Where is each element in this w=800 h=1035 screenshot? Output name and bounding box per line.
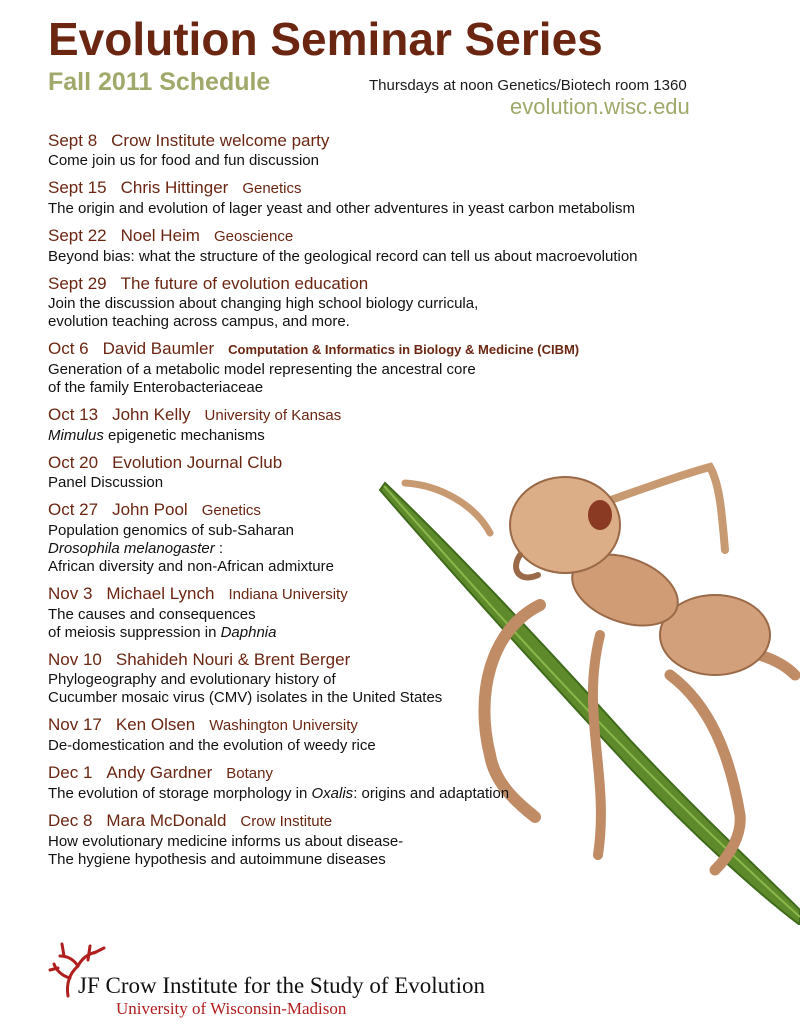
event-sept-29 xyxy=(48,273,788,331)
event-speaker: Chris Hittinger xyxy=(120,178,229,197)
event-title: The future of evolution education xyxy=(120,274,369,293)
event-nov-10 xyxy=(48,649,788,707)
event-dec-1 xyxy=(48,762,788,803)
event-title: Evolution Journal Club xyxy=(112,453,283,472)
event-description: How evolutionary medicine informs us about disease- xyxy=(48,833,404,850)
event-speaker: Michael Lynch xyxy=(106,584,215,603)
event-speaker: Mara McDonald xyxy=(106,811,227,830)
event-nov-17 xyxy=(48,714,788,755)
event-affiliation: Botany xyxy=(226,765,273,782)
event-sept-22 xyxy=(48,225,788,266)
event-oct-27 xyxy=(48,499,788,576)
event-sept-15 xyxy=(48,177,788,218)
event-speaker: John Kelly xyxy=(112,405,191,424)
species-name: Mimulus xyxy=(48,427,104,444)
event-date: Sept 8 xyxy=(48,131,98,150)
event-oct-6 xyxy=(48,338,788,397)
page-title: Evolution Seminar Series xyxy=(48,13,603,65)
event-description: The causes and consequences xyxy=(48,606,256,623)
seminar-schedule-list xyxy=(48,130,788,876)
website-link[interactable]: evolution.wisc.edu xyxy=(510,94,690,119)
event-date: Oct 27 xyxy=(48,500,99,519)
event-sept-8 xyxy=(48,130,788,170)
description-text: epigenetic mechanisms xyxy=(103,427,265,444)
event-date: Dec 8 xyxy=(48,811,93,830)
event-date: Nov 10 xyxy=(48,650,102,669)
event-description xyxy=(48,785,788,803)
event-date: Oct 20 xyxy=(48,453,99,472)
event-description xyxy=(48,540,788,558)
event-description: Panel Discussion xyxy=(48,474,164,491)
event-date: Nov 3 xyxy=(48,584,93,603)
event-description: Beyond bias: what the structure of the geological record can tell us about macroevolution xyxy=(48,248,638,265)
event-date: Nov 17 xyxy=(48,715,102,734)
event-date: Sept 29 xyxy=(48,274,107,293)
event-date: Sept 22 xyxy=(48,226,107,245)
event-speaker: Shahideh Nouri & Brent Berger xyxy=(115,650,351,669)
event-description: Come join us for food and fun discussion xyxy=(48,152,319,169)
event-title: Crow Institute welcome party xyxy=(111,131,330,150)
event-description: The origin and evolution of lager yeast and other adventures in yeast carbon metabolism xyxy=(48,200,636,217)
event-date: Dec 1 xyxy=(48,763,93,782)
species-name: Daphnia xyxy=(220,624,277,641)
event-description: Population genomics of sub-Saharan xyxy=(48,522,294,539)
event-speaker: Noel Heim xyxy=(120,226,200,245)
description-text: : origins and adaptation xyxy=(353,785,510,802)
university-name: University of Wisconsin-Madison xyxy=(116,999,347,1018)
event-affiliation: Washington University xyxy=(209,717,358,734)
event-affiliation: Genetics xyxy=(242,180,302,197)
event-speaker: Andy Gardner xyxy=(106,763,213,782)
event-affiliation: Computation & Informatics in Biology & Medicine (CIBM) xyxy=(228,342,580,357)
event-oct-20 xyxy=(48,452,788,492)
event-description xyxy=(48,427,788,445)
event-dec-8 xyxy=(48,810,788,869)
event-description: Cucumber mosaic virus (CMV) isolates in the United States xyxy=(48,689,443,706)
event-affiliation: University of Kansas xyxy=(204,407,342,424)
event-affiliation: Crow Institute xyxy=(240,813,333,830)
event-description: De-domestication and the evolution of weedy rice xyxy=(48,737,376,754)
event-description: evolution teaching across campus, and more. xyxy=(48,313,350,330)
event-oct-13 xyxy=(48,404,788,445)
event-description: Phylogeography and evolutionary history of xyxy=(48,671,336,688)
event-date: Sept 15 xyxy=(48,178,107,197)
event-date: Oct 13 xyxy=(48,405,99,424)
description-text: : xyxy=(214,540,224,557)
meeting-time-location: Thursdays at noon Genetics/Biotech room 1360 xyxy=(369,77,687,94)
description-text: of meiosis suppression in xyxy=(48,624,221,641)
institute-name: JF Crow Institute for the Study of Evolution xyxy=(78,973,485,998)
event-affiliation: Geoscience xyxy=(213,228,294,245)
event-description: Join the discussion about changing high school biology curricula, xyxy=(48,295,479,312)
description-text: The evolution of storage morphology in xyxy=(48,785,312,802)
event-affiliation: Genetics xyxy=(201,502,261,519)
event-description: Generation of a metabolic model representing the ancestral core xyxy=(48,361,476,378)
event-date: Oct 6 xyxy=(48,339,89,358)
species-name: Drosophila melanogaster xyxy=(48,540,215,557)
event-description xyxy=(48,624,788,642)
schedule-subtitle: Fall 2011 Schedule xyxy=(48,68,271,96)
event-speaker: John Pool xyxy=(112,500,188,519)
species-name: Oxalis xyxy=(311,785,354,802)
event-description: of the family Enterobacteriaceae xyxy=(48,379,264,396)
event-nov-3 xyxy=(48,583,788,642)
event-description: The hygiene hypothesis and autoimmune diseases xyxy=(48,851,386,868)
event-speaker: David Baumler xyxy=(102,339,215,358)
event-speaker: Ken Olsen xyxy=(115,715,196,734)
event-affiliation: Indiana University xyxy=(228,586,348,603)
event-description: African diversity and non-African admixture xyxy=(48,558,334,575)
